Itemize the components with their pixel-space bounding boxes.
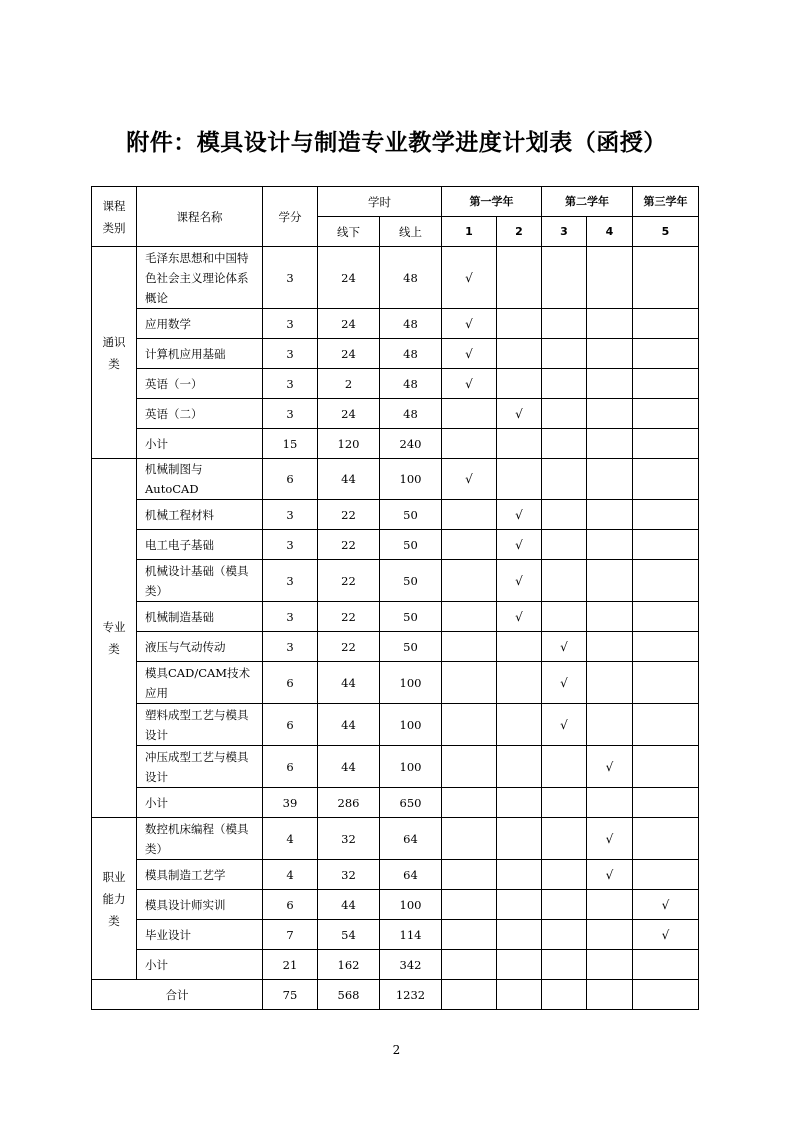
credit-value: 3 [263, 247, 318, 309]
credit-value: 3 [263, 530, 318, 560]
header-offline: 线下 [318, 217, 380, 247]
course-name: 机械工程材料 [137, 500, 263, 530]
course-name: 毕业设计 [137, 920, 263, 950]
course-name: 应用数学 [137, 309, 263, 339]
header-category: 课程类别 [92, 187, 137, 247]
semester-3-cell [542, 399, 587, 429]
total-semester-5-cell [633, 980, 699, 1010]
total-credit: 75 [263, 980, 318, 1010]
semester-2-cell [497, 247, 542, 309]
offline-hours: 24 [318, 309, 380, 339]
semester-1-cell [442, 429, 497, 459]
semester-1-cell [442, 788, 497, 818]
header-semester-2: 2 [497, 217, 542, 247]
course-row [92, 309, 699, 339]
semester-5-cell [633, 530, 699, 560]
semester-5-cell [633, 890, 699, 920]
online-hours: 100 [380, 459, 442, 500]
semester-1-cell [442, 247, 497, 309]
semester-3-cell [542, 500, 587, 530]
credit-value: 6 [263, 662, 318, 704]
semester-2-cell [497, 369, 542, 399]
online-hours: 50 [380, 530, 442, 560]
offline-hours: 54 [318, 920, 380, 950]
online-hours: 650 [380, 788, 442, 818]
credit-value: 3 [263, 500, 318, 530]
offline-hours: 32 [318, 818, 380, 860]
online-hours: 48 [380, 399, 442, 429]
semester-3-cell [542, 632, 587, 662]
course-name: 塑料成型工艺与模具设计 [137, 704, 263, 746]
category-label: 职业能力类 [102, 869, 126, 928]
check-mark: √ [515, 537, 523, 552]
course-name: 液压与气动传动 [137, 632, 263, 662]
semester-1-cell [442, 530, 497, 560]
subtotal-row [92, 950, 699, 980]
semester-5-cell [633, 459, 699, 500]
total-offline-hours: 568 [318, 980, 380, 1010]
semester-5-cell [633, 860, 699, 890]
course-row [92, 890, 699, 920]
credit-value: 6 [263, 746, 318, 788]
offline-hours: 162 [318, 950, 380, 980]
teaching-plan-table [91, 186, 699, 1010]
semester-1-cell [442, 369, 497, 399]
course-row [92, 560, 699, 602]
semester-2-cell [497, 530, 542, 560]
semester-3-cell [542, 339, 587, 369]
header-credit: 学分 [263, 187, 318, 247]
semester-2-cell [497, 560, 542, 602]
semester-4-cell [587, 530, 633, 560]
online-hours: 48 [380, 339, 442, 369]
semester-3-cell [542, 369, 587, 399]
semester-4-cell [587, 890, 633, 920]
online-hours: 100 [380, 704, 442, 746]
semester-1-cell [442, 632, 497, 662]
offline-hours: 286 [318, 788, 380, 818]
total-semester-2-cell [497, 980, 542, 1010]
category-label: 通识类 [102, 334, 126, 371]
semester-1-cell [442, 309, 497, 339]
semester-1-cell [442, 459, 497, 500]
semester-2-cell [497, 500, 542, 530]
semester-2-cell [497, 309, 542, 339]
semester-3-cell [542, 890, 587, 920]
offline-hours: 44 [318, 746, 380, 788]
check-mark: √ [605, 831, 614, 846]
course-row [92, 602, 699, 632]
header-semester-3: 3 [542, 217, 587, 247]
offline-hours: 44 [318, 890, 380, 920]
semester-3-cell [542, 788, 587, 818]
credit-value: 3 [263, 339, 318, 369]
semester-5-cell [633, 746, 699, 788]
course-name: 数控机床编程（模具类） [137, 818, 263, 860]
offline-hours: 44 [318, 662, 380, 704]
check-mark: √ [560, 675, 568, 690]
check-mark: √ [605, 759, 614, 774]
course-row [92, 632, 699, 662]
semester-5-cell [633, 602, 699, 632]
semester-3-cell [542, 429, 587, 459]
credit-value: 6 [263, 890, 318, 920]
course-name: 小计 [137, 429, 263, 459]
offline-hours: 22 [318, 602, 380, 632]
semester-1-cell [442, 399, 497, 429]
semester-3-cell [542, 309, 587, 339]
credit-value: 3 [263, 399, 318, 429]
check-mark: √ [465, 346, 473, 361]
check-mark: √ [465, 270, 473, 285]
credit-value: 4 [263, 860, 318, 890]
semester-2-cell [497, 459, 542, 500]
course-name: 机械制图与AutoCAD [137, 459, 263, 500]
semester-5-cell [633, 662, 699, 704]
check-mark: √ [661, 927, 670, 942]
semester-1-cell [442, 746, 497, 788]
offline-hours: 22 [318, 560, 380, 602]
check-mark: √ [515, 609, 523, 624]
semester-5-cell [633, 920, 699, 950]
course-row [92, 746, 699, 788]
semester-3-cell [542, 662, 587, 704]
semester-2-cell [497, 632, 542, 662]
semester-2-cell [497, 890, 542, 920]
semester-4-cell [587, 429, 633, 459]
category-cell [92, 818, 137, 980]
subtotal-row [92, 788, 699, 818]
credit-value: 4 [263, 818, 318, 860]
semester-1-cell [442, 560, 497, 602]
semester-4-cell [587, 662, 633, 704]
check-mark: √ [560, 717, 568, 732]
course-row [92, 500, 699, 530]
semester-4-cell [587, 339, 633, 369]
header-online: 线上 [380, 217, 442, 247]
semester-1-cell [442, 860, 497, 890]
course-name: 冲压成型工艺与模具设计 [137, 746, 263, 788]
course-name: 电工电子基础 [137, 530, 263, 560]
semester-3-cell [542, 560, 587, 602]
semester-2-cell [497, 788, 542, 818]
semester-5-cell [633, 788, 699, 818]
online-hours: 114 [380, 920, 442, 950]
offline-hours: 24 [318, 339, 380, 369]
semester-5-cell [633, 399, 699, 429]
course-row [92, 339, 699, 369]
header-row-1 [92, 187, 699, 217]
online-hours: 50 [380, 632, 442, 662]
header-year-1: 第一学年 [442, 187, 542, 217]
course-row [92, 704, 699, 746]
credit-value: 15 [263, 429, 318, 459]
online-hours: 100 [380, 890, 442, 920]
course-name: 模具设计师实训 [137, 890, 263, 920]
header-semester-1: 1 [442, 217, 497, 247]
online-hours: 48 [380, 369, 442, 399]
semester-3-cell [542, 247, 587, 309]
semester-5-cell [633, 560, 699, 602]
category-cell [92, 459, 137, 818]
semester-4-cell [587, 369, 633, 399]
online-hours: 240 [380, 429, 442, 459]
semester-2-cell [497, 950, 542, 980]
semester-3-cell [542, 704, 587, 746]
check-mark: √ [515, 573, 523, 588]
credit-value: 3 [263, 369, 318, 399]
check-mark: √ [465, 472, 473, 486]
offline-hours: 24 [318, 247, 380, 309]
semester-2-cell [497, 920, 542, 950]
course-row [92, 399, 699, 429]
offline-hours: 44 [318, 459, 380, 500]
semester-3-cell [542, 950, 587, 980]
header-course-name: 课程名称 [137, 187, 263, 247]
total-row [92, 980, 699, 1010]
offline-hours: 44 [318, 704, 380, 746]
header-semester-5: 5 [633, 217, 699, 247]
course-name: 英语（一） [137, 369, 263, 399]
category-cell [92, 247, 137, 459]
semester-4-cell [587, 459, 633, 500]
credit-value: 6 [263, 459, 318, 500]
semester-3-cell [542, 920, 587, 950]
semester-4-cell [587, 860, 633, 890]
semester-4-cell [587, 746, 633, 788]
online-hours: 342 [380, 950, 442, 980]
semester-5-cell [633, 500, 699, 530]
credit-value: 7 [263, 920, 318, 950]
semester-1-cell [442, 704, 497, 746]
offline-hours: 32 [318, 860, 380, 890]
online-hours: 64 [380, 818, 442, 860]
semester-5-cell [633, 429, 699, 459]
online-hours: 100 [380, 746, 442, 788]
semester-3-cell [542, 746, 587, 788]
semester-5-cell [633, 247, 699, 309]
credit-value: 3 [263, 632, 318, 662]
semester-4-cell [587, 602, 633, 632]
semester-1-cell [442, 890, 497, 920]
semester-4-cell [587, 309, 633, 339]
course-row [92, 818, 699, 860]
header-hours: 学时 [318, 187, 442, 217]
semester-3-cell [542, 602, 587, 632]
semester-4-cell [587, 399, 633, 429]
course-row [92, 920, 699, 950]
check-mark: √ [515, 507, 523, 522]
semester-4-cell [587, 500, 633, 530]
online-hours: 48 [380, 309, 442, 339]
check-mark: √ [560, 639, 568, 654]
semester-2-cell [497, 429, 542, 459]
credit-value: 21 [263, 950, 318, 980]
semester-5-cell [633, 950, 699, 980]
header-year-3: 第三学年 [633, 187, 699, 217]
course-name: 小计 [137, 788, 263, 818]
semester-4-cell [587, 818, 633, 860]
header-semester-4: 4 [587, 217, 633, 247]
semester-2-cell [497, 746, 542, 788]
semester-1-cell [442, 662, 497, 704]
semester-1-cell [442, 950, 497, 980]
semester-5-cell [633, 339, 699, 369]
course-name: 毛泽东思想和中国特色社会主义理论体系概论 [137, 247, 263, 309]
online-hours: 50 [380, 500, 442, 530]
credit-value: 39 [263, 788, 318, 818]
semester-2-cell [497, 602, 542, 632]
course-row [92, 860, 699, 890]
offline-hours: 120 [318, 429, 380, 459]
semester-3-cell [542, 459, 587, 500]
semester-3-cell [542, 530, 587, 560]
page-number: 2 [392, 1043, 401, 1057]
semester-4-cell [587, 704, 633, 746]
semester-1-cell [442, 602, 497, 632]
semester-1-cell [442, 339, 497, 369]
course-row [92, 530, 699, 560]
semester-4-cell [587, 560, 633, 602]
semester-4-cell [587, 247, 633, 309]
check-mark: √ [515, 406, 523, 421]
offline-hours: 24 [318, 399, 380, 429]
course-name: 模具CAD/CAM技术应用 [137, 662, 263, 704]
category-label: 专业类 [102, 620, 126, 656]
course-row [92, 247, 699, 309]
credit-value: 3 [263, 560, 318, 602]
total-semester-4-cell [587, 980, 633, 1010]
semester-4-cell [587, 788, 633, 818]
semester-4-cell [587, 920, 633, 950]
online-hours: 64 [380, 860, 442, 890]
header-year-2: 第二学年 [542, 187, 633, 217]
course-row [92, 369, 699, 399]
offline-hours: 2 [318, 369, 380, 399]
online-hours: 100 [380, 662, 442, 704]
credit-value: 6 [263, 704, 318, 746]
page-title: 附件：模具设计与制造专业教学进度计划表（函授） [126, 130, 667, 156]
semester-1-cell [442, 818, 497, 860]
offline-hours: 22 [318, 632, 380, 662]
semester-5-cell [633, 704, 699, 746]
semester-5-cell [633, 369, 699, 399]
semester-2-cell [497, 818, 542, 860]
subtotal-row [92, 429, 699, 459]
semester-4-cell [587, 950, 633, 980]
semester-3-cell [542, 860, 587, 890]
course-row [92, 459, 699, 500]
check-mark: √ [465, 316, 473, 331]
semester-2-cell [497, 860, 542, 890]
course-row [92, 662, 699, 704]
course-name: 模具制造工艺学 [137, 860, 263, 890]
semester-1-cell [442, 500, 497, 530]
total-semester-1-cell [442, 980, 497, 1010]
course-name: 计算机应用基础 [137, 339, 263, 369]
semester-5-cell [633, 632, 699, 662]
course-name: 英语（二） [137, 399, 263, 429]
semester-3-cell [542, 818, 587, 860]
course-name: 机械制造基础 [137, 602, 263, 632]
check-mark: √ [465, 376, 473, 391]
course-name: 小计 [137, 950, 263, 980]
offline-hours: 22 [318, 530, 380, 560]
total-semester-3-cell [542, 980, 587, 1010]
check-mark: √ [605, 867, 614, 882]
credit-value: 3 [263, 309, 318, 339]
online-hours: 50 [380, 602, 442, 632]
semester-5-cell [633, 309, 699, 339]
total-label: 合计 [92, 980, 263, 1010]
semester-1-cell [442, 920, 497, 950]
online-hours: 48 [380, 247, 442, 309]
semester-2-cell [497, 339, 542, 369]
semester-5-cell [633, 818, 699, 860]
check-mark: √ [661, 897, 670, 912]
online-hours: 50 [380, 560, 442, 602]
offline-hours: 22 [318, 500, 380, 530]
semester-2-cell [497, 704, 542, 746]
total-online-hours: 1232 [380, 980, 442, 1010]
semester-4-cell [587, 632, 633, 662]
semester-2-cell [497, 399, 542, 429]
credit-value: 3 [263, 602, 318, 632]
course-name: 机械设计基础（模具类） [137, 560, 263, 602]
semester-2-cell [497, 662, 542, 704]
